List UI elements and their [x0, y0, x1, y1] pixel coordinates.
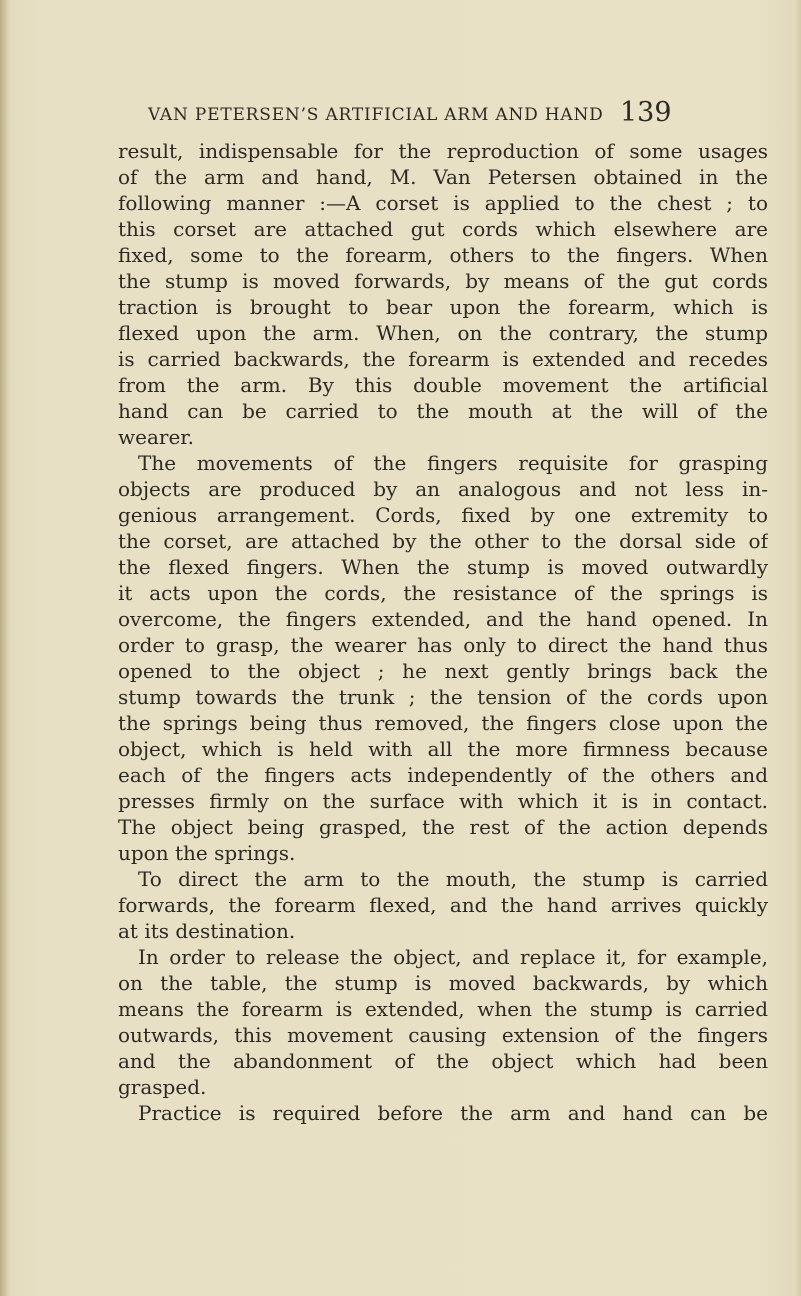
text-line: from the arm. By this double movement the artificial: [118, 373, 768, 397]
body-text: [118, 138, 768, 1126]
text-line: wearer.: [118, 425, 194, 449]
running-head: VAN PETERSEN’S ARTIFICIAL ARM AND HAND: [148, 105, 604, 125]
text-line: at its destination.: [118, 919, 296, 943]
text-line: object, which is held with all the more firmness because: [118, 737, 768, 761]
text-line: following manner :—A corset is applied to the chest ; to: [118, 191, 768, 215]
text-line: is carried backwards, the forearm is extended and recedes: [118, 347, 768, 371]
text-line: To direct the arm to the mouth, the stump is carried: [138, 867, 768, 891]
text-line: outwards, this movement causing extension of the fingers: [118, 1023, 768, 1047]
text-line: on the table, the stump is moved backwards, by which: [118, 971, 768, 995]
page-header: [148, 97, 758, 137]
text-line: The object being grasped, the rest of the action depends: [118, 815, 768, 839]
text-line: The movements of the fingers requisite for grasping: [138, 451, 768, 475]
page-number: 139: [620, 97, 672, 128]
text-line: hand can be carried to the mouth at the will of the: [118, 399, 768, 423]
text-line: Practice is required before the arm and hand can be: [138, 1101, 768, 1125]
text-line: the corset, are attached by the other to the dorsal side of: [118, 529, 768, 553]
text-line: each of the fingers acts independently of the others and: [118, 763, 768, 787]
text-line: this corset are attached gut cords which elsewhere are: [118, 217, 768, 241]
text-line: means the forearm is extended, when the stump is carried: [118, 997, 768, 1021]
text-line: the stump is moved forwards, by means of the gut cords: [118, 269, 768, 293]
text-line: overcome, the fingers extended, and the hand opened. In: [118, 607, 768, 631]
text-line: result, indispensable for the reproduction of some usages: [118, 139, 768, 163]
text-line: opened to the object ; he next gently brings back the: [118, 659, 768, 683]
text-line: objects are produced by an analogous and not less in-: [118, 477, 768, 501]
text-line: order to grasp, the wearer has only to direct the hand thus: [118, 633, 768, 657]
text-line: the springs being thus removed, the fingers close upon the: [118, 711, 768, 735]
page-gutter-shadow: [0, 0, 10, 1296]
text-line: fixed, some to the forearm, others to the fingers. When: [118, 243, 768, 267]
text-line: In order to release the object, and replace it, for example,: [138, 945, 768, 969]
text-line: and the abandonment of the object which had been: [118, 1049, 768, 1073]
text-line: forwards, the forearm flexed, and the hand arrives quickly: [118, 893, 768, 917]
text-line: genious arrangement. Cords, fixed by one extremity to: [118, 503, 768, 527]
text-line: it acts upon the cords, the resistance of the springs is: [118, 581, 768, 605]
text-line: presses firmly on the surface with which it is in contact.: [118, 789, 768, 813]
text-line: the flexed fingers. When the stump is moved outwardly: [118, 555, 768, 579]
text-line: flexed upon the arm. When, on the contrary, the stump: [118, 321, 768, 345]
text-line: of the arm and hand, M. Van Petersen obtained in the: [118, 165, 768, 189]
text-line: stump towards the trunk ; the tension of the cords upon: [118, 685, 768, 709]
text-line: traction is brought to bear upon the forearm, which is: [118, 295, 768, 319]
text-line: grasped.: [118, 1075, 207, 1099]
text-line: upon the springs.: [118, 841, 296, 865]
